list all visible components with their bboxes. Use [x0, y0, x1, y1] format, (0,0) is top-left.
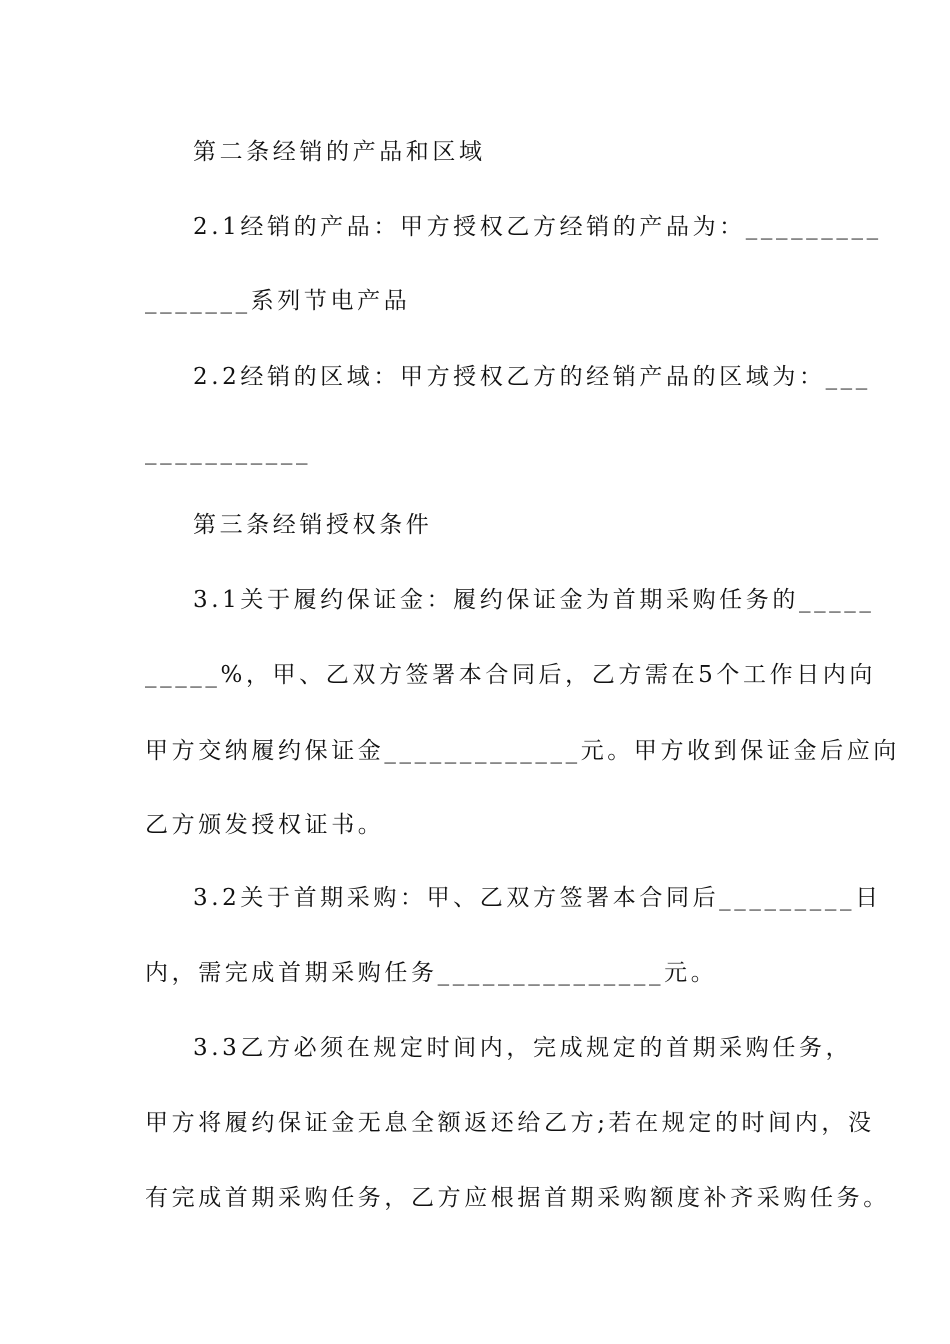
- clause-3-1-line-4: 乙方颁发授权证书。: [145, 812, 385, 838]
- section-3-heading: 第三条经销授权条件: [193, 512, 433, 538]
- clause-3-1-line-1: 3.1关于履约保证金：履约保证金为首期采购任务的_____: [193, 587, 875, 613]
- clause-3-3-line-3: 有完成首期采购任务，乙方应根据首期采购额度补齐采购任务。: [145, 1185, 890, 1211]
- clause-3-1-line-2: _____%，甲、乙双方签署本合同后，乙方需在5个工作日内向: [145, 662, 876, 688]
- clause-3-2-line-2: 内，需完成首期采购任务_______________元。: [145, 960, 718, 986]
- clause-3-1-line-3: 甲方交纳履约保证金_____________元。甲方收到保证金后应向: [145, 738, 900, 764]
- clause-3-3-line-2: 甲方将履约保证金无息全额返还给乙方;若在规定的时间内，没: [145, 1110, 875, 1136]
- clause-3-3-line-1: 3.3乙方必须在规定时间内，完成规定的首期采购任务，: [193, 1035, 853, 1061]
- clause-2-2-line-2: ___________: [145, 439, 312, 465]
- clause-2-1-line-2: _______系列节电产品: [145, 288, 411, 314]
- clause-2-2-line-1: 2.2经销的区域：甲方授权乙方的经销产品的区域为：___: [193, 364, 871, 390]
- section-2-heading: 第二条经销的产品和区域: [193, 139, 486, 165]
- clause-3-2-line-1: 3.2关于首期采购：甲、乙双方签署本合同后_________日: [193, 885, 882, 911]
- clause-2-1-line-1: 2.1经销的产品：甲方授权乙方经销的产品为：_________: [193, 214, 882, 240]
